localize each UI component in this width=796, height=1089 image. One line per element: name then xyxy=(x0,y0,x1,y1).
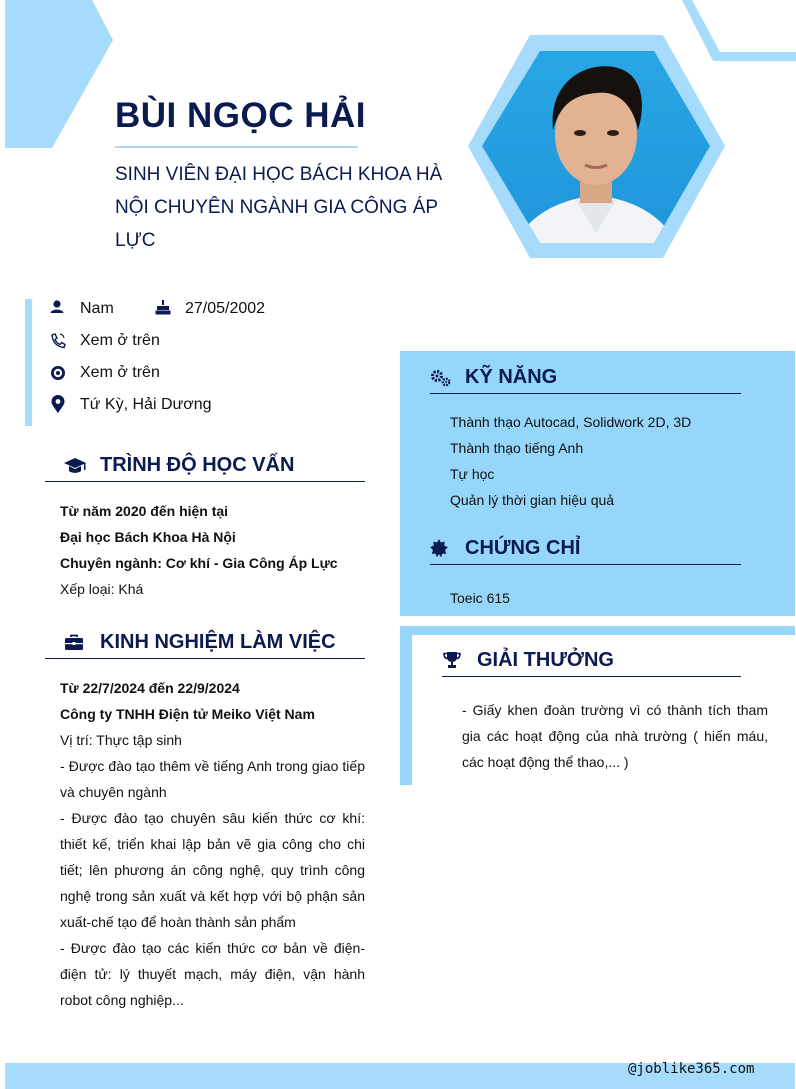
gears-icon xyxy=(430,369,452,387)
awards-frame-left xyxy=(400,626,412,785)
info-accent-bar xyxy=(25,299,32,426)
email-row xyxy=(50,363,250,383)
email-value: Xem ở trên xyxy=(80,364,160,381)
experience-content xyxy=(60,675,365,1013)
graduation-cap-icon xyxy=(63,457,87,475)
experience-title: KINH NGHIỆM LÀM VIỆC xyxy=(100,631,336,653)
skill-item: Thành thạo Autocad, Solidwork 2D, 3D xyxy=(450,414,692,430)
birthday-row xyxy=(155,299,315,319)
phone-icon xyxy=(50,331,66,351)
award-text: - Giấy khen đoàn trường vì có thành tích tham gia các hoạt động của nhà trường ( hiến máu, các hoạt động thể thao,... ) xyxy=(462,702,768,770)
certificates-list xyxy=(450,585,750,611)
briefcase-icon xyxy=(64,634,84,652)
location-pin-icon xyxy=(50,395,66,415)
certificates-title: CHỨNG CHỈ xyxy=(465,537,581,559)
experience-item: - Được đào tạo thêm về tiếng Anh trong giao tiếp và chuyên ngành xyxy=(60,758,365,800)
certificates-divider xyxy=(430,564,741,565)
education-period: Từ năm 2020 đến hiện tại xyxy=(60,503,229,519)
skill-item: Thành thạo tiếng Anh xyxy=(450,440,584,456)
phone-row xyxy=(50,331,250,351)
education-content xyxy=(60,498,365,602)
cake-icon xyxy=(155,299,171,319)
education-divider xyxy=(45,481,365,482)
email-icon xyxy=(50,363,66,383)
birthday-value: 27/05/2002 xyxy=(185,300,266,317)
awards-title: GIẢI THƯỞNG xyxy=(477,649,614,671)
skill-item: Quản lý thời gian hiệu quả xyxy=(450,492,615,508)
candidate-name: BÙI NGỌC HẢI xyxy=(115,96,366,135)
footer-watermark: @joblike365.com xyxy=(628,1061,755,1077)
certificate-item: Toeic 615 xyxy=(450,590,510,606)
skill-item: Tự học xyxy=(450,466,495,482)
address-value: Tứ Kỳ, Hải Dương xyxy=(80,396,212,413)
top-left-decor xyxy=(5,0,113,148)
education-title: TRÌNH ĐỘ HỌC VẤN xyxy=(100,454,295,476)
gender-value: Nam xyxy=(80,300,114,317)
gender-row xyxy=(50,299,160,319)
experience-item: - Được đào tạo chuyên sâu kiến thức cơ khí: thiết kế, triển khai lập bản vẽ gia công cho chi tiết; lên phương án công nghệ, quy trình công nghệ trong sản xuất và kết hợp với bộ phận sản xuất-chế tạo để hoàn thành sản phẩm xyxy=(60,810,365,930)
skills-list xyxy=(450,409,750,513)
skills-divider xyxy=(430,393,741,394)
experience-divider xyxy=(45,658,365,659)
phone-value: Xem ở trên xyxy=(80,332,160,349)
profile-photo xyxy=(468,35,725,258)
experience-position: Vị trí: Thực tập sinh xyxy=(60,732,182,748)
education-grade: Xếp loại: Khá xyxy=(60,581,144,597)
trophy-icon xyxy=(442,651,462,669)
education-school: Đại học Bách Khoa Hà Nội xyxy=(60,529,236,545)
awards-frame-top xyxy=(400,626,795,635)
skills-title: KỸ NĂNG xyxy=(465,366,558,388)
person-icon xyxy=(50,299,66,319)
education-major: Chuyên ngành: Cơ khí - Gia Công Áp Lực xyxy=(60,555,338,571)
candidate-title: SINH VIÊN ĐẠI HỌC BÁCH KHOA HÀ NỘI CHUYÊN NGÀNH GIA CÔNG ÁP LỰC xyxy=(115,164,443,251)
name-underline xyxy=(115,146,358,148)
certificate-badge-icon xyxy=(430,539,448,557)
experience-period: Từ 22/7/2024 đến 22/9/2024 xyxy=(60,680,240,696)
awards-divider xyxy=(442,676,741,677)
experience-item: - Được đào tạo các kiến thức cơ bản về điện-điện tử: lý thuyết mạch, máy điện, vận hành robot công nghiệp... xyxy=(60,940,365,1008)
address-row xyxy=(50,395,250,415)
experience-company: Công ty TNHH Điện tử Meiko Việt Nam xyxy=(60,706,315,722)
avatar xyxy=(468,35,725,258)
